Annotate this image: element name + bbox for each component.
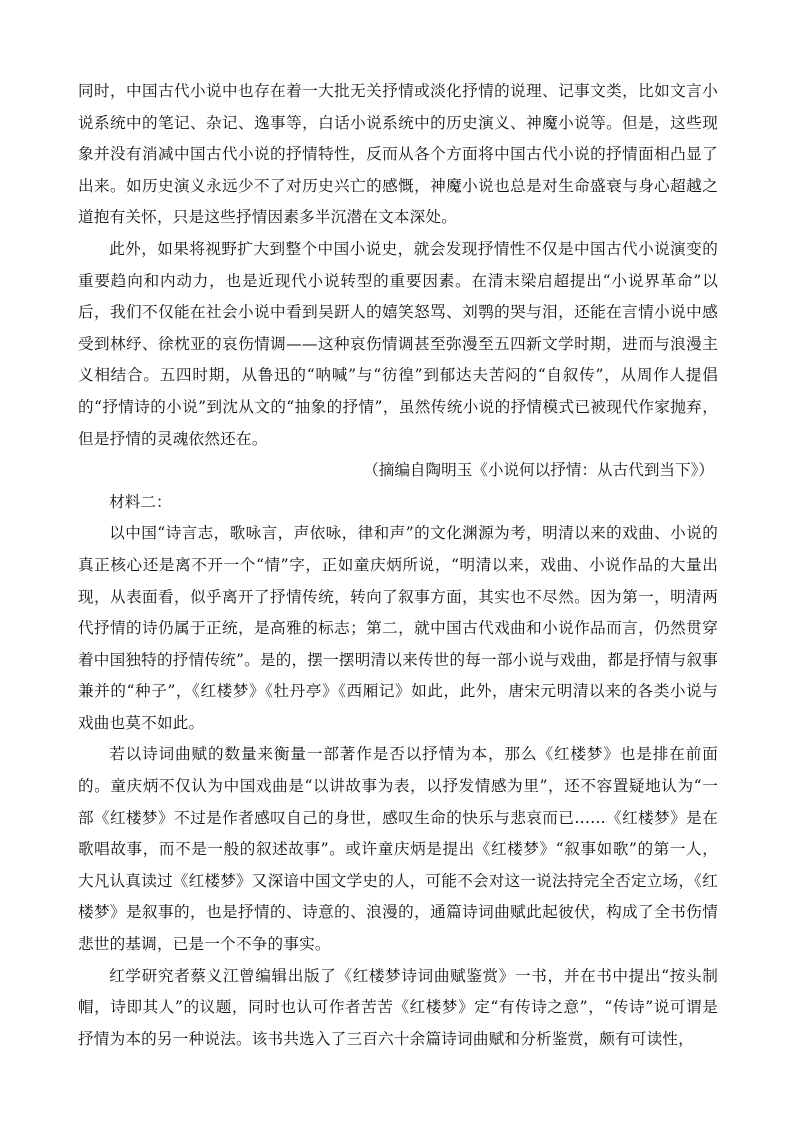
paragraph-5: 红学研究者蔡义江曾编辑出版了《红楼梦诗词曲赋鉴赏》一书，并在书中提出“按头制帽，诗即其人”的议题，同时也认可作者苦苦《红楼梦》定“有传诗之意”，“传诗”说可谓是抒情为本的另一种说法。该书共选入了三百六十余篇诗词曲赋和分析鉴赏，颇有可读性， bbox=[78, 966, 718, 1048]
document-page bbox=[78, 76, 718, 1055]
source-citation: （摘编自陶明玉《小说何以抒情：从古代到当下》） bbox=[363, 461, 714, 480]
paragraph-1: 同时，中国古代小说中也存在着一大批无关抒情或淡化抒情的说理、记事文类，比如文言小说系统中的笔记、杂记、逸事等，白话小说系统中的历史演义、神魔小说等。但是，这些现象并没有消减中国古代小说的抒情特性，反而从各个方面将中国古代小说的抒情面相凸显了出来。如历史演义永远少不了对历史兴亡的感慨，神魔小说也总是对生命盛衰与身心超越之道抱有关怀，只是这些抒情因素多半沉潜在文本深处。 bbox=[78, 82, 718, 227]
paragraph-2: 此外，如果将视野扩大到整个中国小说史，就会发现抒情性不仅是中国古代小说演变的重要趋向和内动力，也是近现代小说转型的重要因素。在清末梁启超提出“小说界革命”以后，我们不仅能在社会小说中看到吴趼人的嬉笑怒骂、刘鹗的哭与泪，还能在言情小说中感受到林纾、徐枕亚的哀伤情调——这种哀伤情调甚至弥漫至五四新文学时期，进而与浪漫主义相结合。五四时期，从鲁迅的“呐喊”与“彷徨”到郁达夫苦闷的“自叙传”，从周作人提倡的“抒情诗的小说”到沈从文的“抽象的抒情”，虽然传统小说的抒情模式已被现代作家抛弃，但是抒情的灵魂依然还在。 bbox=[78, 239, 718, 448]
paragraph-4: 若以诗词曲赋的数量来衡量一部著作是否以抒情为本，那么《红楼梦》也是排在前面的。童庆炳不仅认为中国戏曲是“以讲故事为表，以抒发情感为里”，还不容置疑地认为“一部《红楼梦》不过是作者感叹自己的身世，感叹生命的快乐与悲哀而已……《红楼梦》是在歌唱故事，而不是一般的叙述故事”。或许童庆炳是提出《红楼梦》“叙事如歌”的第一人，大凡认真读过《红楼梦》又深谙中国文学史的人，可能不会对这一说法持完全否定立场，《红楼梦》是叙事的，也是抒情的、诗意的、浪漫的，通篇诗词曲赋此起彼伏，构成了全书伤情悲世的基调，已是一个不争的事实。 bbox=[78, 745, 718, 954]
paragraph-3: 以中国“诗言志，歌咏言，声依咏，律和声”的文化渊源为考，明清以来的戏曲、小说的真正核心还是离不开一个“情”字，正如童庆炳所说，“明清以来，戏曲、小说作品的大量出现，从表面看，似乎离开了抒情传统，转向了叙事方面，其实也不尽然。因为第一，明清两代抒情的诗仍属于正统，是高雅的标志；第二，就中国古代戏曲和小说作品而言，仍然贯穿着中国独特的抒情传统”。是的，摆一摆明清以来传世的每一部小说与戏曲，都是抒情与叙事兼并的“种子”，《红楼梦》《牡丹亭》《西厢记》如此，此外，唐宋元明清以来的各类小说与戏曲也莫不如此。 bbox=[78, 524, 718, 732]
material-heading: 材料二： bbox=[109, 492, 172, 511]
